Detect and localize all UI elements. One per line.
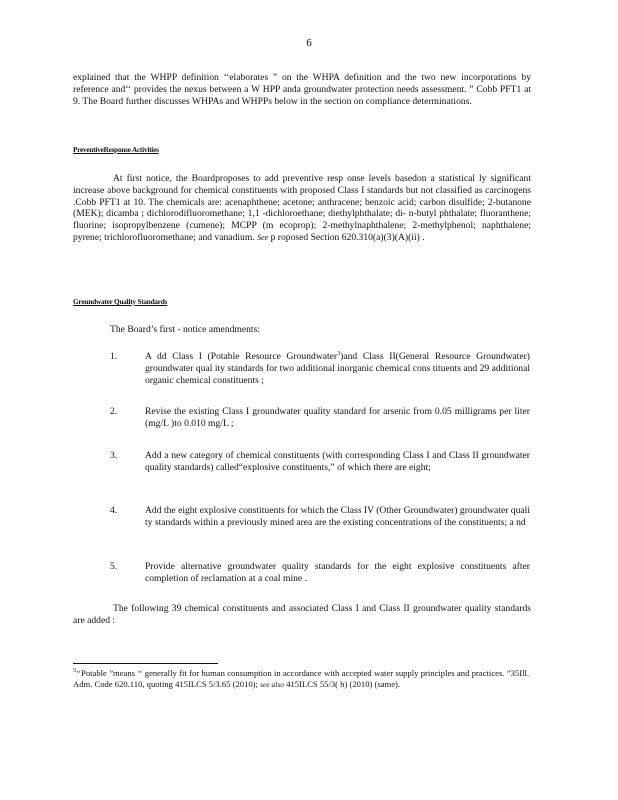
amendment-text: Provide alternative groundwater quality standards for the eight explosive constituents after completion of reclamation at a coal mine .	[145, 561, 530, 584]
footnote-see-also: see also	[260, 680, 285, 689]
amendment-number: 2.	[110, 406, 118, 417]
amendment-text: Revise the existing Class I groundwater quality standard for arsenic from 0.05 milligrams per liter (mg/L )to 0.010 mg/L ;	[145, 406, 530, 429]
amendment-text: Add a new category of chemical constituents (with corresponding Class I and Class II groundwater quality standards) called“explosive constituents,” of which there are eight;	[145, 450, 530, 473]
amendment-number: 1.	[110, 351, 118, 362]
amendment-number: 4.	[110, 505, 118, 516]
amendments-lead: The Board’s first - notice amendments:	[110, 324, 260, 335]
preventive-response-paragraph	[73, 173, 531, 244]
footnote-marker: 3	[73, 668, 76, 675]
footnote-text-2: 415ILCS 55/3( h) (2010) (same).	[286, 679, 401, 689]
amendment-number: 3.	[110, 450, 118, 461]
footnote-ref[interactable]: 3	[337, 350, 341, 357]
footnote-separator	[73, 663, 218, 664]
page-number: 6	[306, 37, 312, 49]
preventive-body-text: At first notice, the Boardproposes to add preventive resp onse levels basedon a statistical ly significant increase above background for chemical constituents with proposed Class I standards but not classified as carcinogens .Cobb PFT1 at 10. The chemicals are: acenaphthene; acetone; anthracene; benzoic acid; carbon disulfide; 2-butanone (MEK); dicamba ; dichlorodifluoromethane; 1,1 -dichloroethane; diethylphthalate; di- n-butyl phthalate; fluoranthene; fluorine; isopropylbenzene (cumene); MCPP (m ecoprop); 2-methylnaphthalene; 2-methylphenol; naphthalene; pyrene; trichlorofluoromethane; and vanadium.	[73, 173, 531, 243]
preventive-body-tail: p roposed Section 620.310(a)(3)(A)(ii) .	[270, 231, 425, 243]
intro-paragraph: explained that the WHPP definition ‘‘elaborates ” on the WHPA definition and the two new incorporations by reference and‘‘ provides the nexus between a W HPP anda groundwater protection needs assessment. ” Cobb PFT1 at 9. The Board further discusses WHPAs and WHPPs below in the section on compliance determinations.	[73, 72, 531, 107]
see-signal: See	[257, 232, 269, 242]
footnote-text: ‘‘Potable ”means ‘‘ generally fit for human consumption in accordance with accepted water supply principles and practices. ”35Ill. Adm. Code 620.110, quoting 415ILCS 5/3.65 (2010);	[73, 668, 529, 689]
amendment-text-part: A dd Class I (Potable Resource Groundwater	[145, 351, 338, 362]
groundwater-standards-heading: Groundwater Quality Standards	[73, 298, 168, 306]
preventive-response-heading: PreventiveResponse Activities	[73, 146, 159, 154]
closing-paragraph: The following 39 chemical constituents and associated Class I and Class II groundwater quality standards are added :	[73, 603, 531, 626]
amendment-number: 5.	[110, 561, 118, 572]
amendment-text	[145, 351, 530, 386]
footnote	[73, 668, 529, 690]
amendment-text: Add the eight explosive constituents for which the Class IV (Other Groundwater) groundwater quali ty standards within a previously mined area are the existing concentrations of the constituents; a nd	[145, 505, 530, 528]
amendment-text-part: )and Class II(General Resource Groundwater) groundwater qual ity standards for two additional inorganic chemical cons tituents and 29 additional organic chemical constituents ;	[145, 351, 530, 386]
